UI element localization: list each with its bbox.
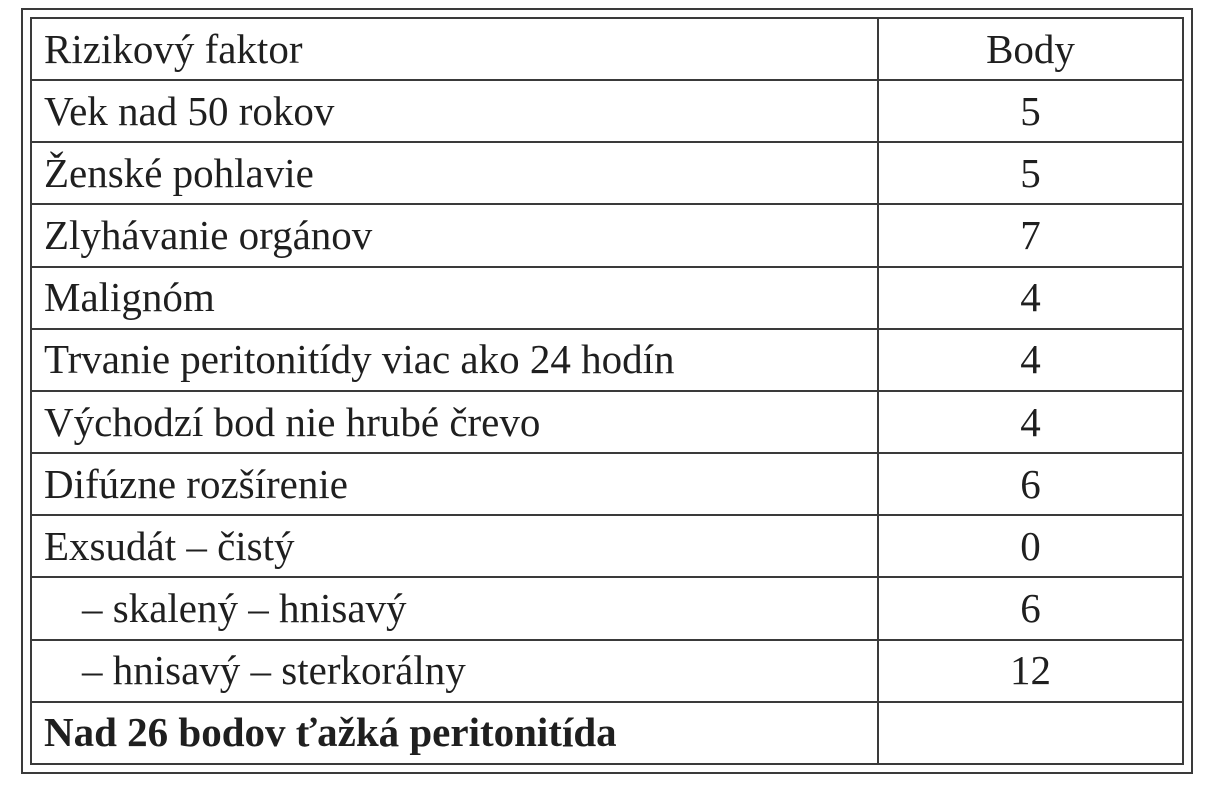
factor-cell: Exsudát – čistý [31,515,878,577]
factor-cell: Difúzne rozšírenie [31,453,878,515]
points-cell: 12 [878,640,1183,702]
table-row [31,453,1183,515]
factor-cell: – hnisavý – sterkorálny [31,640,878,702]
points-cell: 4 [878,329,1183,391]
table-row [31,267,1183,329]
table-footer-row [31,702,1183,764]
factor-cell: – skalený – hnisavý [31,577,878,639]
header-points: Body [878,18,1183,80]
table-row [31,204,1183,266]
risk-score-table [30,17,1184,765]
table-header-row [31,18,1183,80]
footer-factor: Nad 26 bodov ťažká peritonitída [31,702,878,764]
factor-cell: Trvanie peritonitídy viac ako 24 hodín [31,329,878,391]
header-factor: Rizikový faktor [31,18,878,80]
points-cell: 6 [878,577,1183,639]
table-row [31,577,1183,639]
factor-cell: Ženské pohlavie [31,142,878,204]
factor-cell: Vek nad 50 rokov [31,80,878,142]
points-cell: 5 [878,80,1183,142]
points-cell: 7 [878,204,1183,266]
table-frame [21,8,1193,774]
points-cell: 6 [878,453,1183,515]
footer-points [878,702,1183,764]
factor-cell: Zlyhávanie orgánov [31,204,878,266]
factor-cell: Východzí bod nie hrubé črevo [31,391,878,453]
points-cell: 4 [878,391,1183,453]
table-row [31,80,1183,142]
table-row [31,329,1183,391]
table-row [31,142,1183,204]
points-cell: 4 [878,267,1183,329]
factor-cell: Malignóm [31,267,878,329]
table-row [31,640,1183,702]
table-row [31,515,1183,577]
points-cell: 5 [878,142,1183,204]
table-row [31,391,1183,453]
points-cell: 0 [878,515,1183,577]
